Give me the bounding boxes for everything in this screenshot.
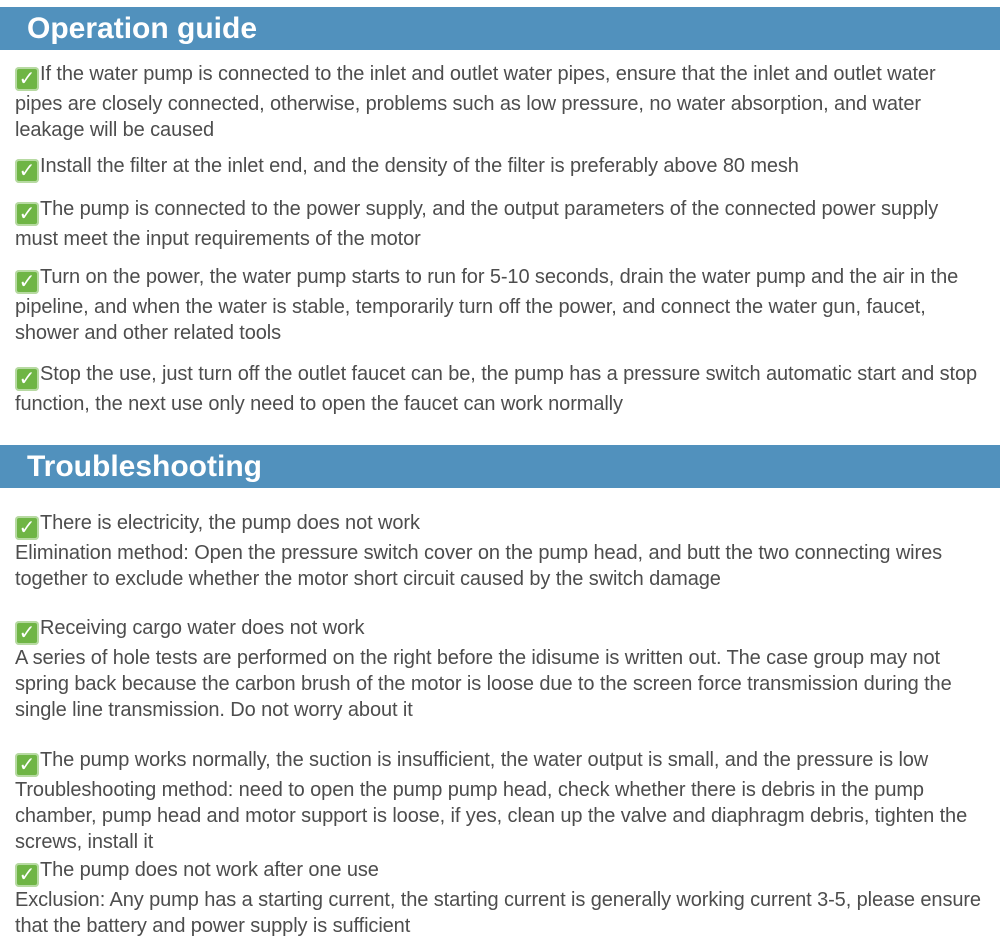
item-text: Turn on the power, the water pump starts to run for 5-10 seconds, drain the water pump and the air in the pipeline, and when the water is stable, temporarily turn off the power, and connect the water gun, faucet, shower and other related tools — [15, 266, 959, 344]
guide-item — [15, 61, 984, 143]
troubleshooting-body — [0, 510, 1000, 939]
trouble-item — [15, 615, 984, 723]
trouble-symptom — [15, 747, 984, 777]
item-text: If the water pump is connected to the inlet and outlet water pipes, ensure that the inlet and outlet water pipes are closely connected, otherwise, problems such as low pressure, no water absorption, and water leakage will be caused — [15, 63, 936, 141]
section-title: Troubleshooting — [27, 450, 262, 483]
operation-guide-body — [0, 61, 1000, 417]
item-text: Receiving cargo water does not work — [40, 617, 365, 639]
section-title: Operation guide — [27, 12, 258, 45]
check-icon: ✓ — [15, 621, 39, 645]
trouble-item — [15, 747, 984, 855]
item-text: There is electricity, the pump does not work — [40, 512, 420, 534]
check-icon: ✓ — [15, 863, 39, 887]
trouble-solution: A series of hole tests are performed on the right before the idisume is written out. The case group may not spring back because the carbon brush of the motor is loose due to the screen force transmission during the single line transmission. Do not worry about it — [15, 647, 952, 721]
trouble-symptom — [15, 510, 984, 540]
trouble-solution: Elimination method: Open the pressure switch cover on the pump head, and butt the two connecting wires together to exclude whether the motor short circuit caused by the switch damage — [15, 542, 942, 590]
guide-item — [15, 361, 984, 417]
item-text: The pump is connected to the power supply, and the output parameters of the connected power supply must meet the input requirements of the motor — [15, 198, 939, 250]
trouble-item — [15, 510, 984, 592]
item-text: The pump does not work after one use — [40, 859, 379, 881]
check-icon: ✓ — [15, 753, 39, 777]
trouble-solution: Troubleshooting method: need to open the pump pump head, check whether there is debris in the pump chamber, pump head and motor support is loose, if yes, clean up the valve and diaphragm debris, tighten the screws, install it — [15, 779, 968, 853]
check-icon: ✓ — [15, 270, 39, 294]
trouble-solution: Exclusion: Any pump has a starting current, the starting current is generally working current 3-5, please ensure that the battery and power supply is sufficient — [15, 889, 981, 937]
trouble-item — [15, 857, 984, 939]
section-header-operation-guide — [0, 7, 1000, 50]
check-icon: ✓ — [15, 202, 39, 226]
trouble-symptom — [15, 615, 984, 645]
guide-item — [15, 196, 984, 252]
item-text: Install the filter at the inlet end, and the density of the filter is preferably above 80 mesh — [40, 155, 799, 177]
item-text: Stop the use, just turn off the outlet faucet can be, the pump has a pressure switch automatic start and stop function, the next use only need to open the faucet can work normally — [15, 363, 978, 415]
guide-item — [15, 264, 984, 346]
trouble-symptom — [15, 857, 984, 887]
check-icon: ✓ — [15, 159, 39, 183]
check-icon: ✓ — [15, 367, 39, 391]
check-icon: ✓ — [15, 516, 39, 540]
section-header-troubleshooting — [0, 445, 1000, 488]
guide-item — [15, 153, 984, 183]
item-text: The pump works normally, the suction is insufficient, the water output is small, and the pressure is low — [40, 749, 929, 771]
check-icon: ✓ — [15, 67, 39, 91]
